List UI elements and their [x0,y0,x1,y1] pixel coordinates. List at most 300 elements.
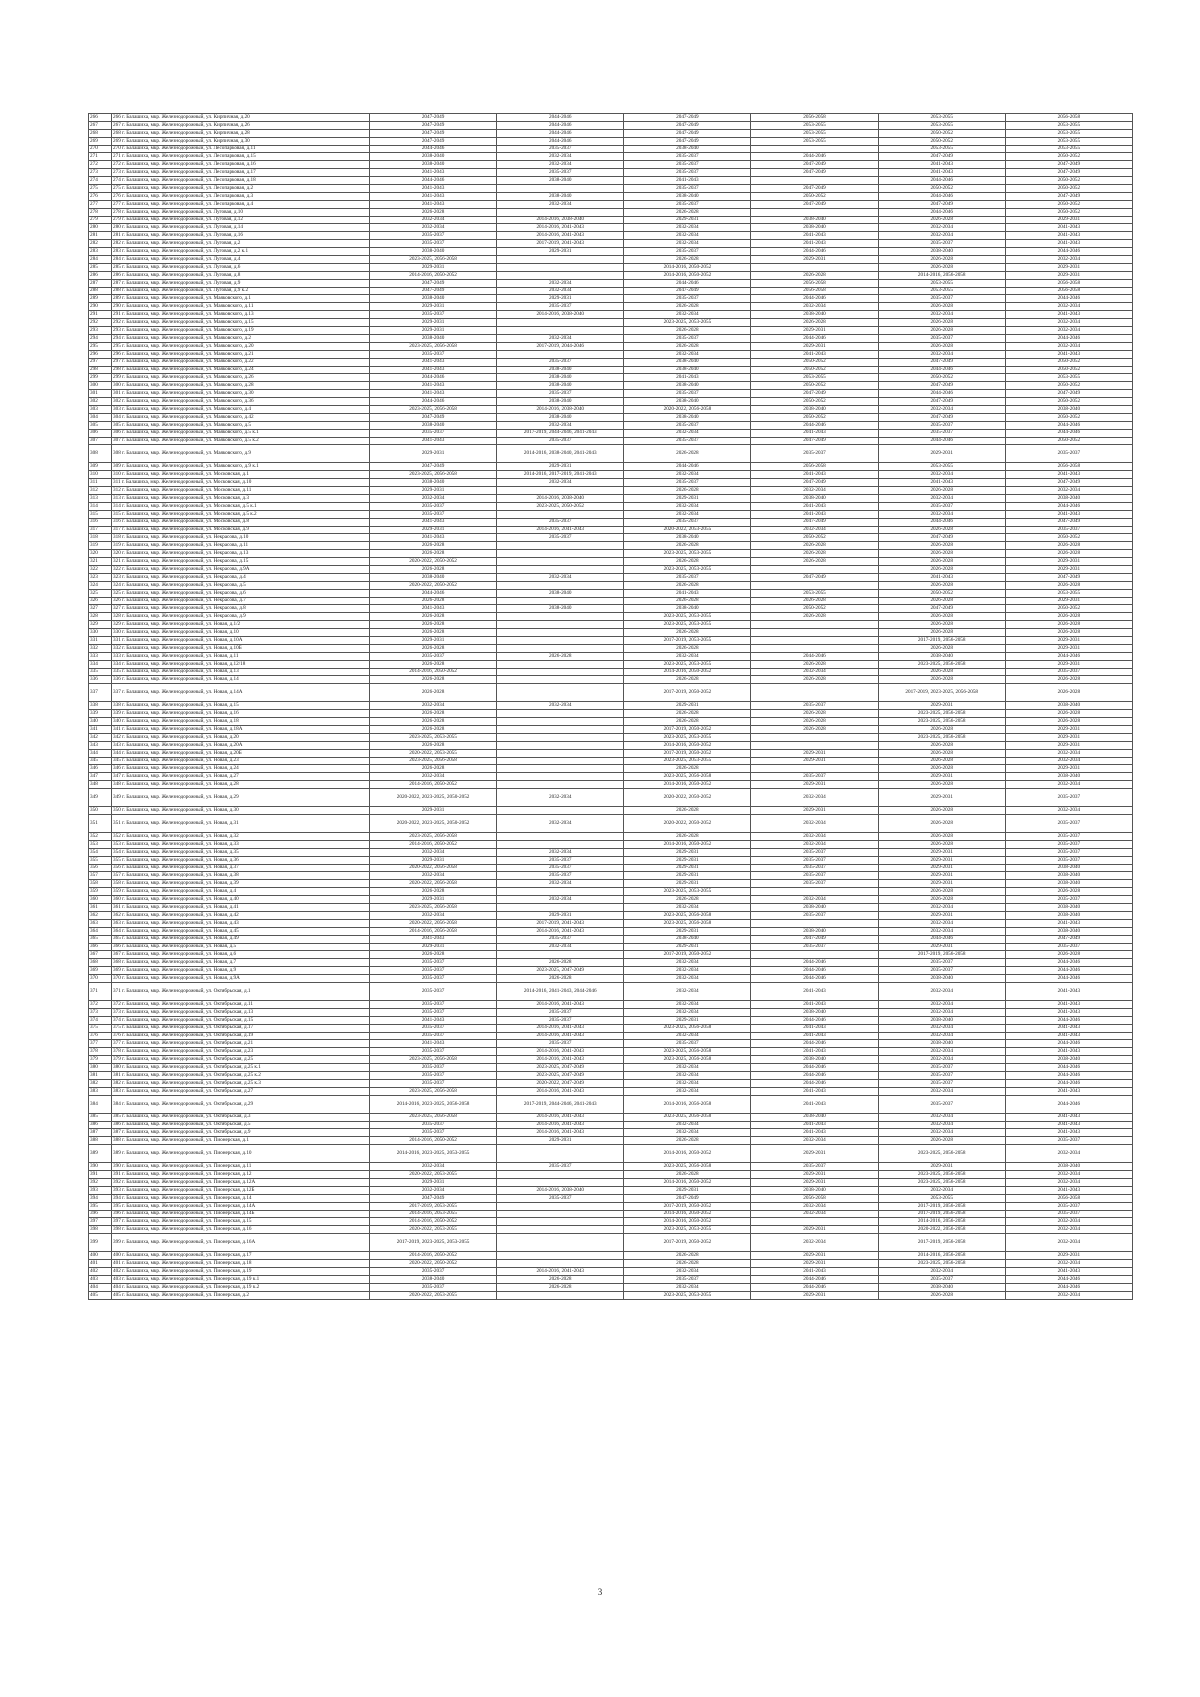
period-cell: 2050-2052 [751,358,878,366]
period-cell: 2026-2028 [370,888,497,896]
address-cell: 386 г. Балашиха, мкр. Железнодорожный, ул. Октябрьская, д.5 [112,1121,370,1129]
address-cell: 296 г. Балашиха, мкр. Железнодорожный, ул. Маяковского, д.21 [112,350,370,358]
row-number-cell: 360 [89,896,112,904]
period-cell: 2029-2031 [370,319,497,327]
period-cell: 2035-2037 [370,982,497,1000]
period-cell: 2026-2028 [624,303,751,311]
table-row [89,169,1133,177]
period-cell [497,733,624,741]
table-row [89,951,1133,959]
row-number-cell: 328 [89,613,112,621]
table-row [89,327,1133,335]
period-cell: 2026-2028 [370,710,497,718]
period-cell: 2014-2016, 2050-2052 [624,1145,751,1163]
period-cell: 2035-2037 [1005,833,1132,841]
period-cell: 2032-2034 [878,471,1005,479]
address-cell: 315 г. Балашиха, мкр. Железнодорожный, ул. Московская, д.5 к.2 [112,510,370,518]
row-number-cell: 362 [89,911,112,919]
period-cell [497,833,624,841]
period-cell: 2032-2034 [751,840,878,848]
address-cell: 276 г. Балашиха, мкр. Железнодорожный, ул. Лесопарковая, д.3 [112,192,370,200]
period-cell: 2032-2034 [751,1137,878,1145]
period-cell: 2050-2052 [751,413,878,421]
period-cell: 2032-2034 [624,1268,751,1276]
period-cell: 2047-2049 [370,413,497,421]
period-cell: 2035-2037 [497,1040,624,1048]
period-cell: 2035-2037 [1005,943,1132,951]
table-row [89,660,1133,668]
period-cell [497,1234,624,1252]
row-number-cell: 322 [89,565,112,573]
period-cell [497,749,624,757]
period-cell: 2020-2022, 2050-2052 [370,1260,497,1268]
period-cell: 2041-2043 [370,200,497,208]
period-cell: 2044-2046 [497,129,624,137]
row-number-cell: 359 [89,888,112,896]
period-cell: 2020-2022, 2056-2058 [878,1226,1005,1234]
period-cell: 2020-2022, 2053-2055 [370,749,497,757]
row-number-cell: 372 [89,1000,112,1008]
row-number-cell: 397 [89,1218,112,1226]
period-cell: 2026-2028 [1005,621,1132,629]
period-cell: 2026-2028 [878,840,1005,848]
table-row [89,542,1133,550]
address-cell: 350 г. Балашиха, мкр. Железнодорожный, ул. Новая, д.30 [112,807,370,815]
address-cell: 285 г. Балашиха, мкр. Железнодорожный, ул. Луговая, д.6 [112,263,370,271]
period-cell: 2029-2031 [751,327,878,335]
period-cell: 2026-2028 [624,581,751,589]
period-cell [751,919,878,927]
period-cell: 2047-2049 [751,185,878,193]
period-cell: 2026-2028 [878,726,1005,734]
address-cell: 278 г. Балашиха, мкр. Железнодорожный, ул. Луговая, д.10 [112,208,370,216]
period-cell: 2014-2016, 2038-2040 [497,494,624,502]
period-cell: 2047-2049 [370,1194,497,1202]
period-cell: 2020-2022, 2056-2058 [624,405,751,413]
period-cell: 2035-2037 [878,502,1005,510]
table-row [89,334,1133,342]
period-cell: 2047-2049 [751,390,878,398]
address-cell: 270 г. Балашиха, мкр. Железнодорожный, ул. Лесопарковая, д.11 [112,145,370,153]
row-number-cell: 281 [89,232,112,240]
period-cell: 2026-2028 [497,975,624,983]
period-cell: 2029-2031 [751,1226,878,1234]
period-cell: 2017-2019, 2050-2052 [624,749,751,757]
row-number-cell: 381 [89,1071,112,1079]
period-cell: 2056-2058 [1005,114,1132,122]
table-row [89,342,1133,350]
period-cell: 2023-2025, 2056-2058 [878,1260,1005,1268]
period-cell: 2026-2028 [370,718,497,726]
period-cell: 2014-2016, 2041-2043 [497,1032,624,1040]
period-cell: 2032-2034 [1005,1291,1132,1299]
period-cell: 2044-2046 [1005,1016,1132,1024]
table-row [89,1226,1133,1234]
table-row [89,471,1133,479]
period-cell: 2041-2043 [370,935,497,943]
address-cell: 337 г. Балашиха, мкр. Железнодорожный, ул. Новая, д.14А [112,684,370,702]
period-cell: 2047-2049 [751,479,878,487]
period-cell: 2032-2034 [751,303,878,311]
period-cell: 2029-2031 [1005,558,1132,566]
period-cell: 2035-2037 [370,429,497,437]
period-cell: 2035-2037 [624,169,751,177]
period-cell: 2026-2028 [624,807,751,815]
period-cell: 2050-2052 [751,382,878,390]
period-cell: 2014-2016, 2041-2043 [497,1048,624,1056]
period-cell: 2047-2049 [1005,390,1132,398]
period-cell: 2032-2034 [878,1129,1005,1137]
period-cell: 2032-2034 [497,421,624,429]
address-cell: 402 г. Балашиха, мкр. Железнодорожный, ул. Пионерская, д.19 [112,1268,370,1276]
period-cell: 2032-2034 [878,1048,1005,1056]
row-number-cell: 356 [89,864,112,872]
address-cell: 381 г. Балашиха, мкр. Железнодорожный, ул. Октябрьская, д.25 к.2 [112,1071,370,1079]
period-cell [751,637,878,645]
period-cell: 2032-2034 [1005,303,1132,311]
period-cell: 2032-2034 [878,982,1005,1000]
table-row [89,749,1133,757]
period-cell: 2050-2052 [751,398,878,406]
period-cell: 2017-2019, 2053-2055 [370,1202,497,1210]
table-row [89,479,1133,487]
period-cell [497,904,624,912]
period-cell: 2035-2037 [370,1024,497,1032]
period-cell: 2032-2034 [624,1121,751,1129]
period-cell: 2026-2028 [878,807,1005,815]
address-cell: 267 г. Балашиха, мкр. Железнодорожный, ул. Кирпичная, д.26 [112,121,370,129]
period-cell: 2032-2034 [497,880,624,888]
table-row [89,494,1133,502]
table-row [89,279,1133,287]
period-cell: 2029-2031 [878,848,1005,856]
period-cell: 2029-2031 [1005,1252,1132,1260]
period-cell: 2026-2028 [624,765,751,773]
table-row [89,573,1133,581]
row-number-cell: 331 [89,637,112,645]
period-cell: 2032-2034 [751,526,878,534]
period-cell: 2029-2031 [878,789,1005,807]
period-cell: 2032-2034 [1005,1260,1132,1268]
period-cell: 2026-2028 [370,629,497,637]
period-cell: 2032-2034 [878,405,1005,413]
address-cell: 370 г. Балашиха, мкр. Железнодорожный, ул. Новая, д.9А [112,975,370,983]
period-cell: 2035-2037 [370,652,497,660]
period-cell: 2023-2025, 2047-2049 [497,967,624,975]
address-cell: 297 г. Балашиха, мкр. Железнодорожный, ул. Маяковского, д.22 [112,358,370,366]
period-cell: 2020-2022, 2056-2058 [370,864,497,872]
period-cell: 2035-2037 [624,573,751,581]
table-row [89,382,1133,390]
period-cell: 2029-2031 [370,856,497,864]
period-cell: 2032-2034 [497,943,624,951]
period-cell: 2029-2031 [751,342,878,350]
period-cell: 2026-2028 [624,629,751,637]
table-row [89,807,1133,815]
period-cell [497,550,624,558]
address-cell: 361 г. Балашиха, мкр. Железнодорожный, ул. Новая, д.41 [112,904,370,912]
address-cell: 323 г. Балашиха, мкр. Железнодорожный, ул. Некрасова, д.4 [112,573,370,581]
row-number-cell: 390 [89,1163,112,1171]
period-cell: 2035-2037 [497,856,624,864]
row-number-cell: 321 [89,558,112,566]
period-cell [497,1178,624,1186]
period-cell: 2026-2028 [370,550,497,558]
period-cell: 2020-2022, 2050-2052 [624,789,751,807]
period-cell: 2044-2046 [370,177,497,185]
period-cell: 2032-2034 [878,1008,1005,1016]
address-cell: 400 г. Балашиха, мкр. Железнодорожный, ул. Пионерская, д.17 [112,1252,370,1260]
period-cell: 2029-2031 [370,637,497,645]
period-cell: 2014-2016, 2050-2052 [370,1252,497,1260]
period-cell: 2029-2031 [1005,765,1132,773]
period-cell [497,710,624,718]
period-cell: 2014-2016, 2041-2043 [497,1113,624,1121]
row-number-cell: 294 [89,334,112,342]
period-cell: 2026-2028 [878,613,1005,621]
period-cell: 2035-2037 [624,437,751,445]
row-number-cell: 334 [89,660,112,668]
period-cell: 2023-2025, 2056-2058 [370,471,497,479]
row-number-cell: 385 [89,1113,112,1121]
period-cell [497,888,624,896]
row-number-cell: 339 [89,710,112,718]
table-row [89,208,1133,216]
period-cell: 2044-2046 [751,959,878,967]
period-cell: 2035-2037 [878,959,1005,967]
period-cell: 2038-2040 [497,398,624,406]
row-number-cell: 272 [89,161,112,169]
period-cell: 2041-2043 [370,366,497,374]
period-cell: 2026-2028 [878,668,1005,676]
period-cell: 2017-2019, 2044-2046, 2041-2043 [497,1095,624,1113]
period-cell: 2053-2055 [751,129,878,137]
period-cell: 2035-2037 [497,534,624,542]
period-cell: 2038-2040 [370,153,497,161]
period-cell: 2035-2037 [624,518,751,526]
table-row [89,303,1133,311]
period-cell: 2035-2037 [624,334,751,342]
period-cell: 2035-2037 [751,872,878,880]
row-number-cell: 304 [89,413,112,421]
period-cell: 2029-2031 [497,463,624,471]
period-cell: 2014-2016, 2041-2043 [497,1268,624,1276]
row-number-cell: 289 [89,295,112,303]
period-cell: 2044-2046 [751,1064,878,1072]
period-cell: 2026-2028 [878,342,1005,350]
table-row [89,702,1133,710]
period-cell: 2029-2031 [751,757,878,765]
table-row [89,1048,1133,1056]
period-cell: 2026-2028 [370,741,497,749]
period-cell: 2038-2040 [1005,927,1132,935]
table-row [89,445,1133,463]
period-cell: 2017-2019, 2041-2043 [497,919,624,927]
period-cell: 2029-2031 [624,702,751,710]
row-number-cell: 300 [89,382,112,390]
table-row [89,1218,1133,1226]
row-number-cell: 376 [89,1032,112,1040]
address-cell: 379 г. Балашиха, мкр. Железнодорожный, ул. Октябрьская, д.25 [112,1056,370,1064]
row-number-cell: 274 [89,177,112,185]
period-cell: 2026-2028 [1005,684,1132,702]
table-row [89,1186,1133,1194]
row-number-cell: 291 [89,311,112,319]
period-cell: 2014-2016, 2056-2058 [624,1095,751,1113]
period-cell: 2026-2028 [370,726,497,734]
address-cell: 275 г. Балашиха, мкр. Железнодорожный, ул. Лесопарковая, д.2 [112,185,370,193]
period-cell: 2032-2034 [624,959,751,967]
period-cell: 2035-2037 [370,1032,497,1040]
period-cell: 2014-2016, 2038-2040 [497,1186,624,1194]
row-number-cell: 316 [89,518,112,526]
period-cell: 2035-2037 [878,1071,1005,1079]
period-cell: 2029-2031 [751,1145,878,1163]
period-cell: 2050-2052 [1005,534,1132,542]
period-cell: 2026-2028 [878,621,1005,629]
row-number-cell: 350 [89,807,112,815]
address-cell: 313 г. Балашиха, мкр. Железнодорожный, ул. Московская, д.3 [112,494,370,502]
table-row [89,463,1133,471]
period-cell: 2023-2025, 2053-2055 [624,660,751,668]
period-cell: 2038-2040 [497,589,624,597]
table-row [89,896,1133,904]
period-cell: 2014-2016, 2050-2052 [624,1218,751,1226]
period-cell: 2029-2031 [1005,733,1132,741]
period-cell: 2014-2016, 2050-2052 [624,781,751,789]
period-cell [497,676,624,684]
period-cell: 2050-2052 [878,374,1005,382]
period-cell: 2056-2058 [1005,463,1132,471]
period-cell: 2053-2055 [751,121,878,129]
period-cell: 2038-2040 [751,1186,878,1194]
period-cell: 2044-2046 [1005,1071,1132,1079]
row-number-cell: 287 [89,279,112,287]
period-cell: 2026-2028 [370,676,497,684]
address-cell: 332 г. Балашиха, мкр. Железнодорожный, ул. Новая, д.10Б [112,644,370,652]
period-cell: 2032-2034 [751,815,878,833]
period-cell: 2041-2043 [751,471,878,479]
period-cell: 2050-2052 [751,534,878,542]
period-cell: 2026-2028 [370,765,497,773]
period-cell: 2047-2049 [878,153,1005,161]
period-cell: 2023-2025, 2053-2055 [624,550,751,558]
address-cell: 282 г. Балашиха, мкр. Железнодорожный, ул. Луговая, д.2 [112,240,370,248]
period-cell: 2029-2031 [1005,216,1132,224]
period-cell [751,145,878,153]
period-cell: 2035-2037 [1005,1137,1132,1145]
period-cell: 2044-2046 [624,279,751,287]
table-row [89,710,1133,718]
address-cell: 398 г. Балашиха, мкр. Железнодорожный, ул. Пионерская, д.16 [112,1226,370,1234]
period-cell: 2014-2016, 2053-2055 [370,1210,497,1218]
period-cell: 2026-2028 [878,581,1005,589]
period-cell: 2041-2043 [370,382,497,390]
period-cell: 2029-2031 [878,702,1005,710]
period-cell: 2047-2049 [370,287,497,295]
period-cell: 2032-2034 [624,232,751,240]
period-cell: 2050-2052 [1005,358,1132,366]
period-cell: 2026-2028 [1005,613,1132,621]
period-cell: 2032-2034 [624,967,751,975]
table-row [89,177,1133,185]
table-row [89,1071,1133,1079]
period-cell: 2053-2055 [878,121,1005,129]
period-cell: 2038-2040 [751,1056,878,1064]
table-row [89,1016,1133,1024]
period-cell: 2041-2043 [370,437,497,445]
period-cell [497,757,624,765]
table-row [89,1252,1133,1260]
period-cell: 2023-2025, 2056-2058 [624,1163,751,1171]
row-number-cell: 405 [89,1291,112,1299]
address-cell: 288 г. Балашиха, мкр. Железнодорожный, ул. Луговая, д.9 к.2 [112,287,370,295]
period-cell: 2026-2028 [497,652,624,660]
period-cell: 2029-2031 [624,848,751,856]
table-row [89,733,1133,741]
row-number-cell: 285 [89,263,112,271]
period-cell: 2038-2040 [497,374,624,382]
period-cell: 2047-2049 [1005,935,1132,943]
period-cell: 2023-2025, 2053-2055 [624,733,751,741]
table-row [89,271,1133,279]
address-cell: 387 г. Балашиха, мкр. Железнодорожный, ул. Октябрьская, д.9 [112,1129,370,1137]
period-cell: 2047-2049 [370,114,497,122]
period-cell [497,558,624,566]
period-cell: 2014-2016, 2023-2025, 2056-2058 [370,1095,497,1113]
table-row [89,256,1133,264]
row-number-cell: 342 [89,733,112,741]
table-row [89,1079,1133,1087]
address-cell: 355 г. Балашиха, мкр. Железнодорожный, ул. Новая, д.36 [112,856,370,864]
period-cell: 2032-2034 [370,494,497,502]
period-cell: 2020-2022, 2023-2025, 2050-2052 [370,815,497,833]
period-cell: 2032-2034 [751,789,878,807]
table-row [89,815,1133,833]
address-cell: 266 г. Балашиха, мкр. Железнодорожный, ул. Кирпичная, д.20 [112,114,370,122]
period-cell: 2056-2058 [1005,279,1132,287]
address-cell: 310 г. Балашиха, мкр. Железнодорожный, ул. Московская, д.1 [112,471,370,479]
period-cell: 2017-2019, 2050-2052 [624,951,751,959]
row-number-cell: 368 [89,959,112,967]
period-cell: 2041-2043 [751,429,878,437]
period-cell: 2056-2058 [1005,287,1132,295]
row-number-cell: 380 [89,1064,112,1072]
period-cell [497,660,624,668]
table-row [89,872,1133,880]
period-cell: 2026-2028 [1005,542,1132,550]
period-cell: 2044-2046 [751,967,878,975]
period-cell: 2038-2040 [370,573,497,581]
period-cell: 2029-2031 [624,494,751,502]
period-cell: 2014-2016, 2041-2043 [497,1056,624,1064]
period-cell: 2038-2040 [751,927,878,935]
period-cell: 2029-2031 [1005,726,1132,734]
period-cell: 2038-2040 [624,534,751,542]
period-cell: 2035-2037 [370,350,497,358]
period-cell: 2041-2043 [751,240,878,248]
table-row [89,153,1133,161]
row-number-cell: 388 [89,1137,112,1145]
row-number-cell: 326 [89,597,112,605]
row-number-cell: 345 [89,757,112,765]
period-cell: 2053-2055 [878,114,1005,122]
period-cell: 2023-2025, 2053-2055 [624,621,751,629]
period-cell: 2050-2052 [878,589,1005,597]
period-cell: 2032-2034 [1005,1234,1132,1252]
period-cell: 2023-2025, 2056-2058 [878,1178,1005,1186]
address-cell: 397 г. Балашиха, мкр. Железнодорожный, ул. Пионерская, д.15 [112,1218,370,1226]
